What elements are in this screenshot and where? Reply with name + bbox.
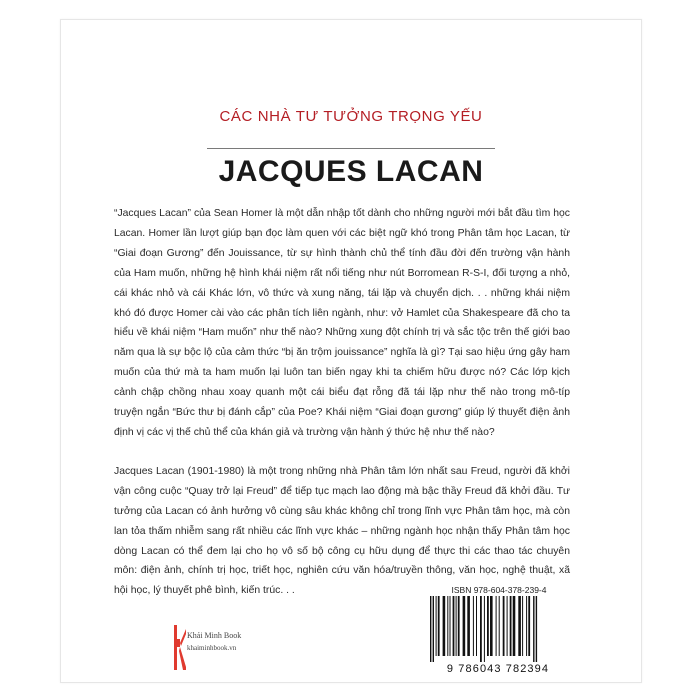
divider-line bbox=[207, 148, 495, 149]
publisher-name: Khải Minh Book bbox=[187, 631, 242, 640]
blurb bbox=[114, 204, 570, 601]
blurb-paragraph-1: “Jacques Lacan” của Sean Homer là một dẫn nhập tốt dành cho những người mới bắt đầu tìm học Lacan. Homer lần lượt giúp bạn đọc làm quen với các biệt ngữ khó trong Phân tâm học Lacan, từ “Giai đoạn Gương” đến Jouissance, từ sự hình thành chủ thể tính đầu đời đến trường vận hành của Ham muốn, những hệ hình khái niệm rất nổi tiếng như nút Borromean R-S-I, đối tượng a nhỏ, cái khác nhỏ và cái Khác lớn, vô thức và xung năng, tái lặp và chuyển dịch. . . những khái niệm khó đó được Homer cài vào các phân tích liên ngành, như: vở Hamlet của Shakespeare đã cho ta hiểu về khái niệm “Ham muốn” như thế nào? Những xung đột chính trị và sắc tộc trên thế giới bao năm qua là sự bộc lộ của cảm thức “bị ăn trộm jouissance” nghĩa là gì? Tại sao hiệu ứng gây ham muốn của thứ mà ta ham muốn lại luôn tan biến ngay khi ta chiếm hữu được nó? Các lớp kịch cảnh chập chồng nhau xoay quanh một cái biểu đạt rỗng đã tái lặp như thế nào trong mô-típ truyện ngắn “Bức thư bị đánh cắp” của Poe? Khái niệm “Giai đoạn gương” giúp lý thuyết điện ảnh định vị các vị thế chủ thể của khán giả và trường vận hành ý thức hệ như thế nào? bbox=[114, 208, 570, 438]
book-title: JACQUES LACAN bbox=[218, 155, 484, 188]
publisher-logo-icon bbox=[174, 625, 186, 670]
blurb-paragraph-2: Jacques Lacan (1901-1980) là một trong những nhà Phân tâm lớn nhất sau Freud, người đã khởi vận công cuộc “Quay trở lại Freud” để tiếp tục mạch lao động mà bậc thầy Freud đã khởi đầu. Tư tưởng của Lacan có ảnh hưởng vô cùng sâu khác không chỉ trong lĩnh vực Phân tâm học, mà còn lan tỏa thấm nhiễm sang rất nhiều các lĩnh vực khác – những ngành học nhận thấy Phân tâm học dòng Lacan có thể đem lại cho họ vô số bộ công cụ hữu dụng để thực thi các thao tác chuyên môn: điện ảnh, chính trị học, triết học, nghiên cứu văn hóa/truyền thông, văn học, nghệ thuật, xã hội học, lý thuyết phê bình, kiến trúc. . . bbox=[114, 465, 570, 597]
barcode-number: 9 786043 782394 bbox=[446, 663, 550, 675]
barcode-icon bbox=[428, 596, 568, 662]
isbn-label: ISBN 978-604-378-239-4 bbox=[451, 585, 547, 595]
series-title: CÁC NHÀ TƯ TƯỞNG TRỌNG YẾU bbox=[219, 108, 483, 125]
publisher-url: khaiminhbook.vn bbox=[187, 644, 237, 652]
